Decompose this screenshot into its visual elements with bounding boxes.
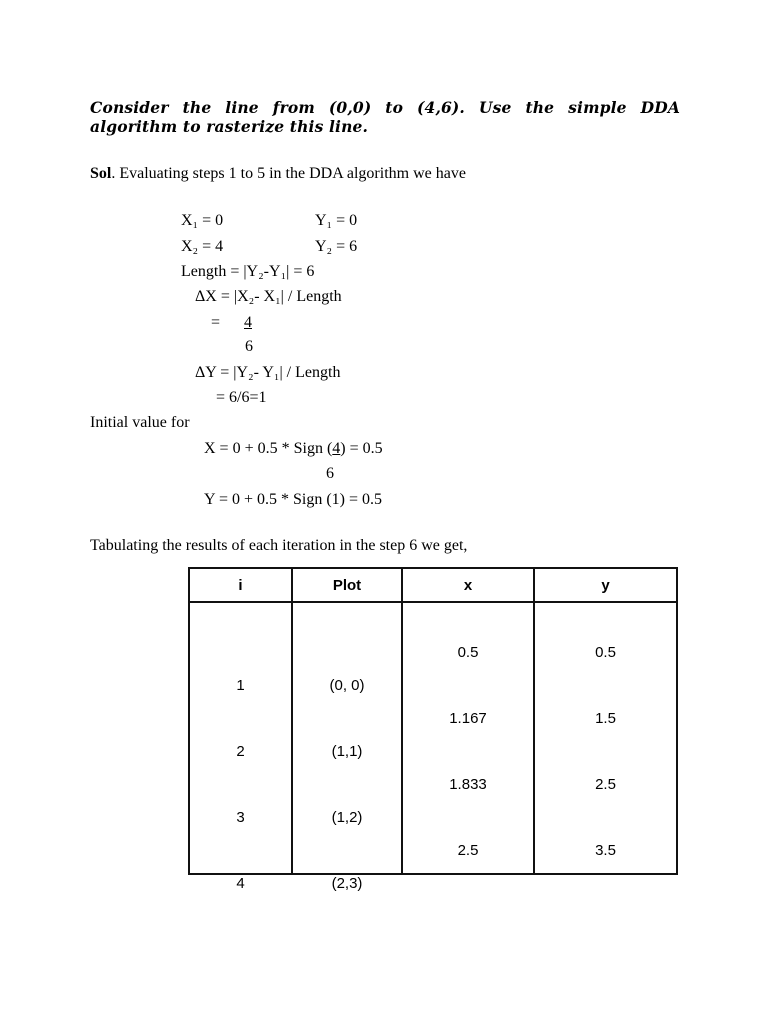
eq-x1: X₁ = 0 (181, 212, 224, 229)
column-i (189, 602, 292, 892)
cell-i: 2 (236, 743, 245, 760)
tabulating-text: Tabulating the results of each iteration in the step 6 we get, (90, 537, 468, 554)
sol-text: . Evaluating steps 1 to 5 in the DDA algorithm we have (111, 165, 466, 182)
eq-delta-y: ΔY = |Y₂- Y₁| / Length (195, 364, 341, 381)
column-x (402, 602, 534, 874)
eq-delta-x-equals: = (211, 314, 221, 331)
cell-y: 1.5 (595, 710, 616, 727)
cell-x: 1.833 (449, 776, 487, 793)
table-header-row (189, 568, 677, 602)
eq-x-initial-part2: ) = 0.5 (340, 440, 383, 457)
cell-y: 2.5 (595, 776, 616, 793)
eq-x-initial (204, 440, 383, 458)
header-y: y (534, 568, 677, 602)
column-y (534, 602, 677, 874)
eq-x-initial-denominator: 6 (326, 465, 334, 482)
eq-x-initial-part1: X = 0 + 0.5 * Sign ( (204, 440, 333, 457)
eq-y2: Y₂ = 6 (315, 238, 358, 255)
column-plot (292, 602, 402, 892)
cell-y: 0.5 (595, 644, 616, 661)
cell-i: 1 (236, 677, 245, 694)
cell-i: 3 (236, 809, 245, 826)
eq-length: Length = |Y₂-Y₁| = 6 (181, 263, 315, 280)
dda-results-table (188, 567, 678, 892)
eq-delta-x-numerator: 4 (244, 314, 252, 331)
cell-x: 1.167 (449, 710, 487, 727)
initial-value-label: Initial value for (90, 414, 190, 431)
cell-plot: (1,2) (331, 809, 363, 826)
eq-delta-y-value: = 6/6=1 (216, 389, 267, 406)
cell-plot: (1,1) (331, 743, 363, 760)
problem-statement: Consider the line from (0,0) to (4,6). Use the simple DDA algorithm to rasterize this line. (90, 98, 680, 136)
eq-x-initial-numerator: 4 (332, 440, 341, 457)
eq-delta-x: ΔX = |X₂- X₁| / Length (195, 288, 342, 305)
cell-plot: (0, 0) (329, 677, 365, 694)
cell-y: 3.5 (595, 842, 616, 859)
eq-y1: Y₁ = 0 (315, 212, 358, 229)
eq-delta-x-denominator: 6 (245, 338, 253, 355)
cell-x: 2.5 (457, 842, 479, 859)
eq-y-initial: Y = 0 + 0.5 * Sign (1) = 0.5 (204, 491, 383, 508)
header-i: i (189, 568, 292, 602)
cell-i: 4 (236, 875, 245, 892)
table-body-row (189, 602, 677, 874)
cell-plot: (2,3) (331, 875, 363, 892)
header-x: x (402, 568, 534, 602)
eq-x2: X₂ = 4 (181, 238, 224, 255)
header-plot: Plot (292, 568, 402, 602)
solution-intro (90, 165, 466, 183)
sol-label: Sol (90, 165, 112, 182)
cell-x: 0.5 (457, 644, 479, 661)
